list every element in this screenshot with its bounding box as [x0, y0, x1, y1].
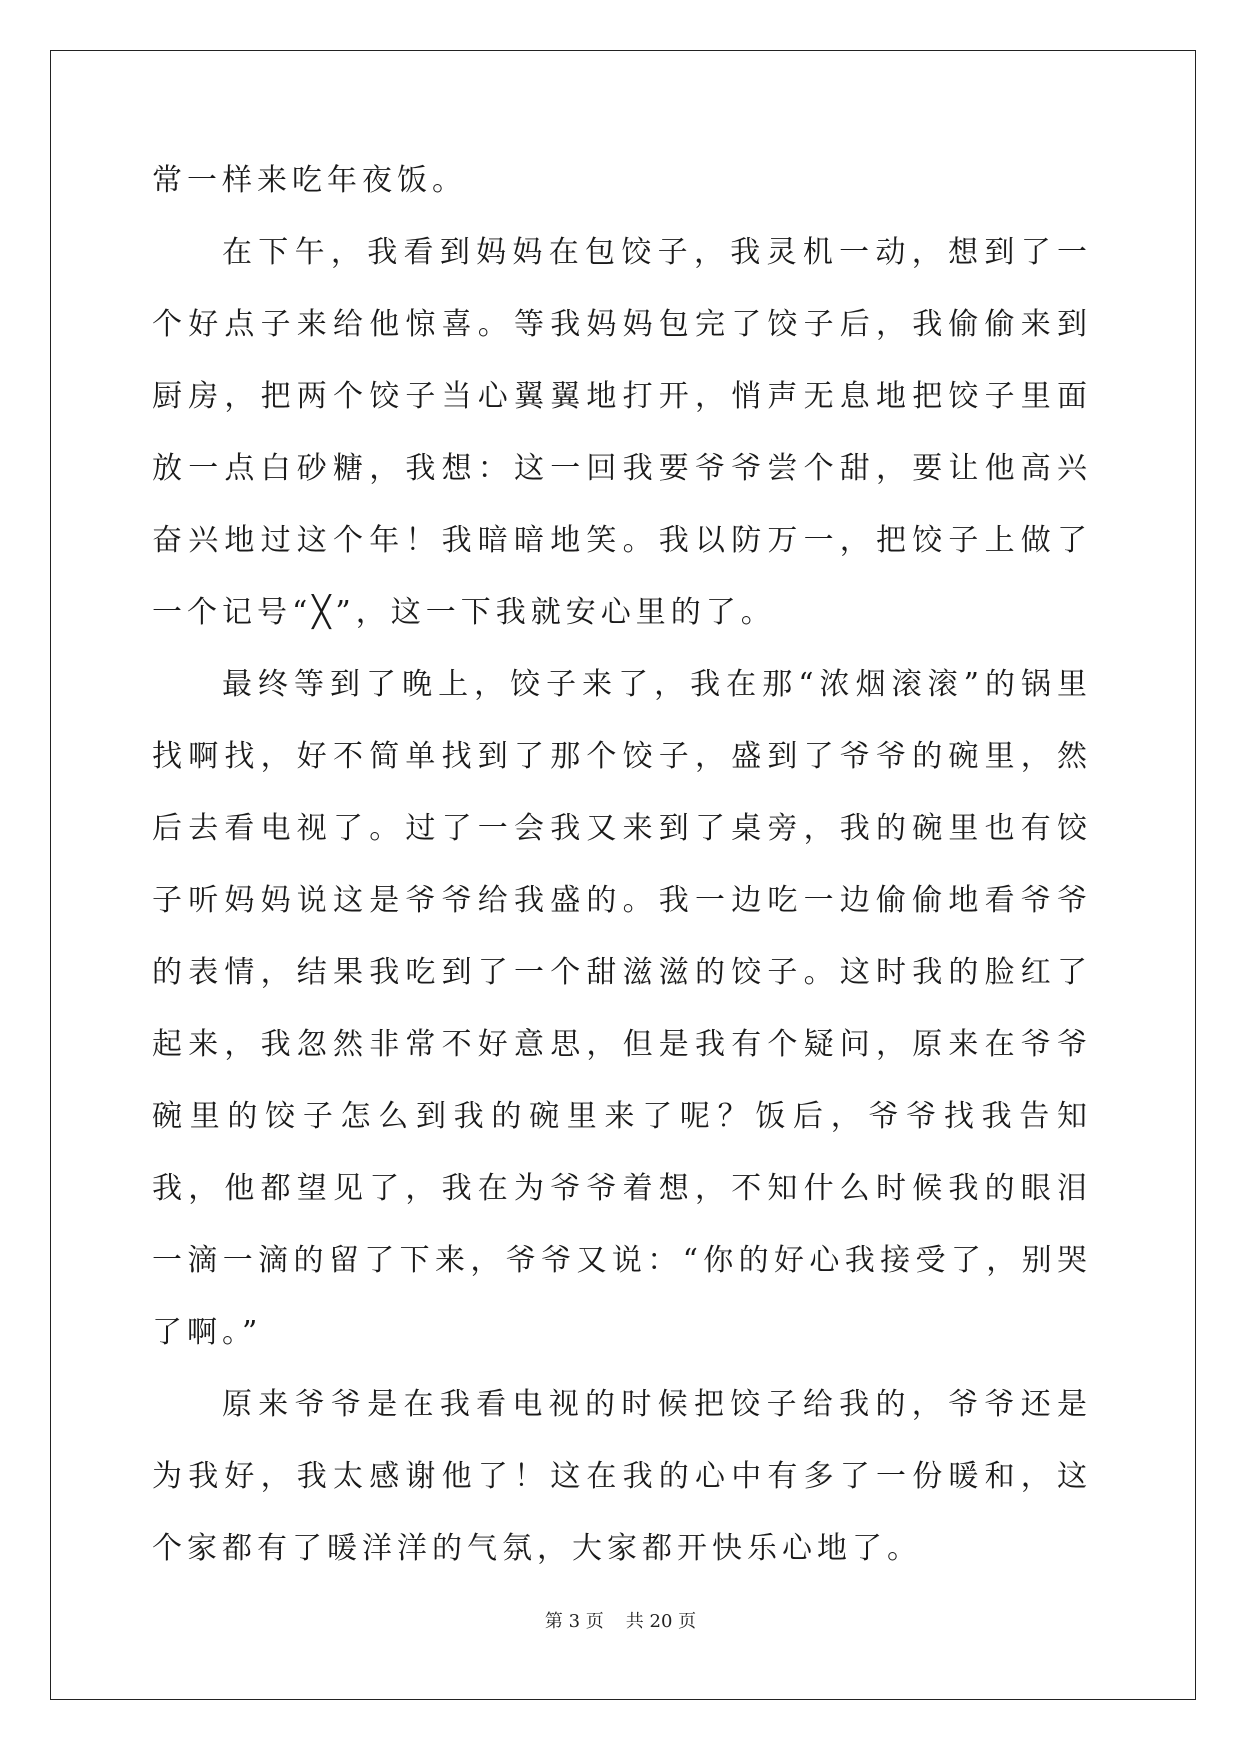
page-number: 第 3 页 [544, 1611, 604, 1632]
paragraph-continuation: 常一样来吃年夜饭。 [152, 163, 467, 198]
page-footer [0, 1610, 1241, 1634]
paragraph: 最终等到了晚上，饺子来了，我在那“浓烟滚滚”的锅里找啊找，好不简单找到了那个饺子，盛到了爷爷的碗里，然后去看电视了。过了一会我又来到了桌旁，我的碗里也有饺子听妈妈说这是爷爷给我盛的。我一边吃一边偷偷地看爷爷的表情，结果我吃到了一个甜滋滋的饺子。这时我的脸红了起来，我忽然非常不好意思，但是我有个疑问，原来在爷爷碗里的饺子怎么到我的碗里来了呢？饭后，爷爷找我告知我，他都望见了，我在为爷爷着想，不知什么时候我的眼泪一滴一滴的留了下来，爷爷又说：“你的好心我接受了，别哭了啊。” [152, 667, 1092, 1350]
document-body [152, 145, 1092, 1585]
page-total: 共 20 页 [625, 1611, 697, 1632]
paragraph: 原来爷爷是在我看电视的时候把饺子给我的，爷爷还是为我好，我太感谢他了！这在我的心中有多了一份暖和，这个家都有了暖洋洋的气氛，大家都开快乐心地了。 [152, 1387, 1092, 1566]
paragraph: 在下午，我看到妈妈在包饺子，我灵机一动，想到了一个好点子来给他惊喜。等我妈妈包完了饺子后，我偷偷来到厨房，把两个饺子当心翼翼地打开，悄声无息地把饺子里面放一点白砂糖，我想：这一回我要爷爷尝个甜，要让他高兴奋兴地过这个年！我暗暗地笑。我以防万一，把饺子上做了一个记号“╳”，这一下我就安心里的了。 [152, 235, 1092, 630]
